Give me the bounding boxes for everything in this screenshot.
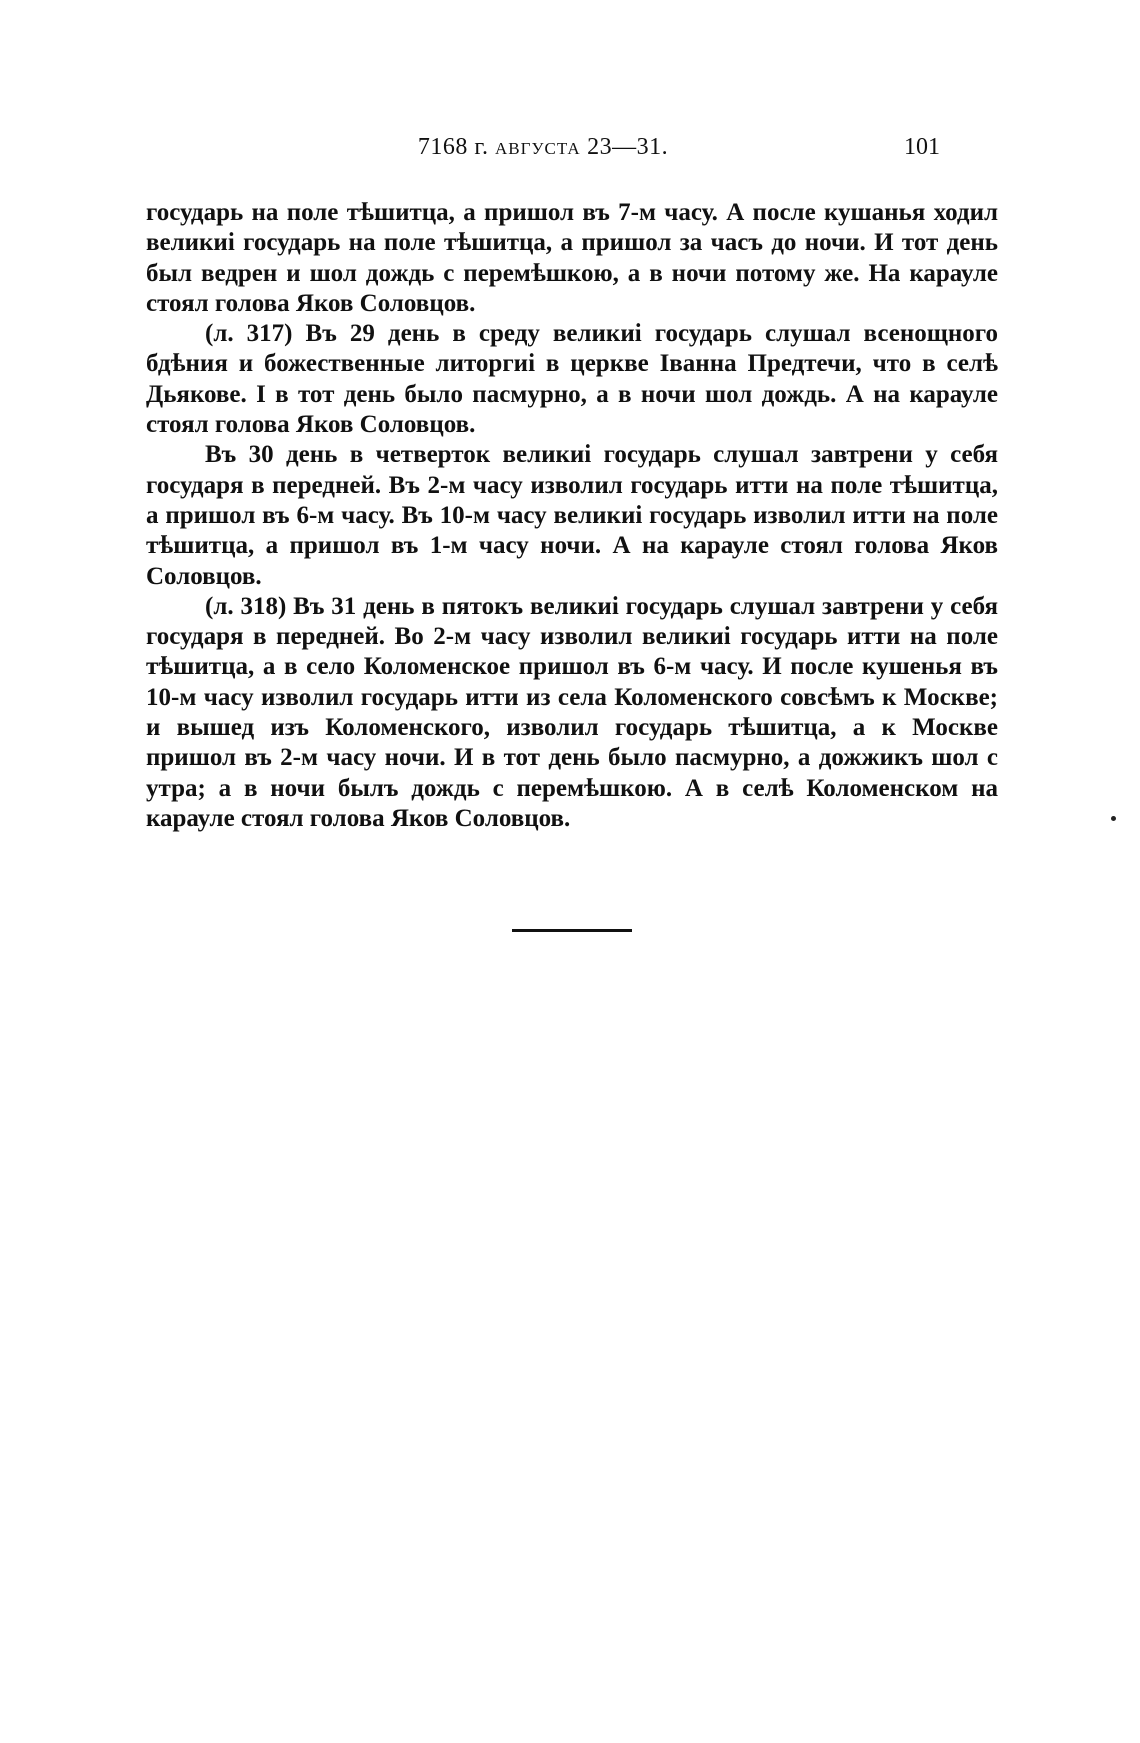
closing-rule (512, 929, 632, 932)
header-month: АВГУСТА (495, 139, 581, 158)
running-title (146, 134, 940, 161)
paragraph-folio-318: (л. 318) Въ 31 день в пятокъ великиі государь слушал завтрени у себя государя в передней. Во 2-м часу изволил великиі государь итти на поле тѣшитца, а в село Коломенское пришол въ 6-м часу. И после кушенья въ 10-м часу изволил государь итти из села Коломенского совсѣмъ к Москве; и вышед изъ Коломенского, изволил государь тѣшитца, а к Москве пришол въ 2-м часу ночи. И в тот день было пасмурно, а дожжикъ шол с утра; а в ночи былъ дождь с перемѣшкою. А в селѣ Коломенском на карауле стоял голова Яков Соловцов. (146, 592, 998, 832)
page-header (146, 134, 940, 174)
page-number: 101 (904, 134, 940, 160)
header-date-range: 23—31. (587, 134, 669, 160)
paragraph-day-30: Въ 30 день в четверток великиі государь слушал завтрени у себя государя в передней. Въ 2-м часу изволил государь итти на поле тѣшитца, а пришол въ 6-м часу. Въ 10-м часу великиі государь изволил итти на поле тѣшитца, а пришол въ 1-м часу ночи. А на карауле стоял голова Яков Соловцов. (146, 441, 998, 590)
margin-speck (1111, 816, 1116, 821)
paragraph-folio-317: (л. 317) Въ 29 день в среду великиі государь слушал всенощного бдѣния и божественные литоргиі в церкве Іванна Предтечи, что в селѣ Дьякове. І в тот день было пасмурно, а в ночи шол дождь. А на карауле стоял голова Яков Соловцов. (146, 320, 998, 439)
paragraph-continuation: государь на поле тѣшитца, а пришол въ 7-м часу. А после кушанья ходил великиі государь на поле тѣшитца, а пришол за часъ до ночи. И тот день был ведрен и шол дождь с перемѣшкою, а в ночи потому же. На карауле стоял голова Яков Соловцов. (146, 199, 998, 317)
header-year: 7168 г. (417, 134, 489, 160)
body-text (146, 198, 998, 834)
